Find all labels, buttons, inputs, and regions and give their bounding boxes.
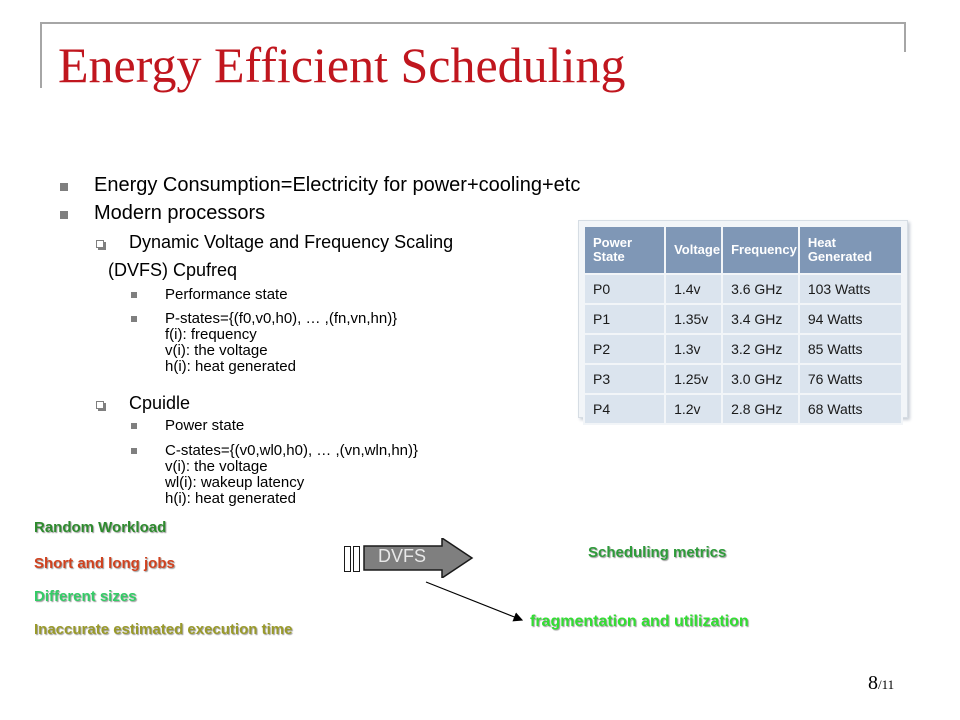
cstates-h: h(i): heat generated	[165, 490, 296, 507]
table-header-cell: Frequency	[722, 226, 799, 274]
table-cell: 94 Watts	[799, 304, 902, 334]
bullet-cpuidle: Cpuidle	[129, 393, 191, 413]
bullet-energy: Energy Consumption=Electricity for power+cooling+etc	[94, 174, 581, 196]
table-cell: P0	[584, 274, 665, 304]
table-cell: 3.6 GHz	[722, 274, 799, 304]
pstates-f: f(i): frequency	[165, 326, 257, 343]
bullet-marker	[60, 183, 68, 191]
dvfs-label: DVFS	[378, 546, 427, 566]
cstates-wl: wl(i): wakeup latency	[165, 474, 305, 491]
workload-short-long: Short and long jobs	[34, 555, 175, 572]
table-header-cell: Voltage	[665, 226, 722, 274]
table-body	[584, 274, 902, 424]
table-row	[584, 274, 902, 304]
table-cell: P1	[584, 304, 665, 334]
sub-bullet-marker	[96, 240, 104, 248]
pstates-v: v(i): the voltage	[165, 342, 268, 359]
sub-bullet-marker	[96, 401, 104, 409]
table-row	[584, 364, 902, 394]
frame-left-line	[40, 22, 42, 88]
sub-sub-bullet-marker	[131, 292, 137, 298]
sub-sub-bullet-marker	[131, 423, 137, 429]
connector-arrow	[420, 578, 530, 628]
power-state-table	[578, 220, 908, 418]
page-current: 8	[868, 672, 878, 694]
bullet-pstates: P-states={(f0,v0,h0), … ,(fn,vn,hn)}	[165, 310, 398, 327]
workload-inaccurate: Inaccurate estimated execution time	[34, 621, 293, 638]
table-cell: P3	[584, 364, 665, 394]
table-header-cell: Power State	[584, 226, 665, 274]
table-cell: 3.4 GHz	[722, 304, 799, 334]
scheduling-metrics: Scheduling metrics	[588, 544, 727, 561]
bullet-marker	[60, 211, 68, 219]
power-state-grid	[583, 225, 903, 425]
table-cell: 85 Watts	[799, 334, 902, 364]
cstates-v: v(i): the voltage	[165, 458, 268, 475]
table-cell: 3.2 GHz	[722, 334, 799, 364]
bullet-perf-state: Performance state	[165, 286, 288, 303]
bullet-power-state: Power state	[165, 417, 245, 434]
bullet-list	[58, 170, 618, 520]
table-cell: 1.2v	[665, 394, 722, 424]
table-row	[584, 304, 902, 334]
table-cell: 1.4v	[665, 274, 722, 304]
table-cell: P4	[584, 394, 665, 424]
pstates-h: h(i): heat generated	[165, 358, 296, 375]
page-total: /11	[878, 677, 895, 692]
table-cell: 68 Watts	[799, 394, 902, 424]
bullet-dvfs: Dynamic Voltage and Frequency Scaling	[129, 232, 454, 252]
fragmentation-utilization: fragmentation and utilization	[530, 613, 749, 630]
workload-sizes: Different sizes	[34, 588, 137, 605]
frame-top-line	[40, 22, 906, 24]
bullet-cstates: C-states={(v0,wl0,h0), … ,(vn,wln,hn)}	[165, 442, 419, 459]
slide-title: Energy Efficient Scheduling	[58, 37, 626, 93]
sub-sub-bullet-marker	[131, 316, 137, 322]
table-row	[584, 394, 902, 424]
table-header-row	[584, 226, 902, 274]
table-cell: 3.0 GHz	[722, 364, 799, 394]
bullet-dvfs-cont: (DVFS) Cpufreq	[108, 260, 238, 280]
table-cell: 1.35v	[665, 304, 722, 334]
sub-sub-bullet-marker	[131, 448, 137, 454]
dvfs-arrow	[344, 538, 474, 578]
table-cell: 1.25v	[665, 364, 722, 394]
bullet-modern: Modern processors	[94, 202, 266, 224]
page-number	[868, 672, 894, 695]
table-cell: 2.8 GHz	[722, 394, 799, 424]
table-cell: 103 Watts	[799, 274, 902, 304]
table-header-cell: Heat Generated	[799, 226, 902, 274]
table-cell: 76 Watts	[799, 364, 902, 394]
workload-random: Random Workload	[34, 519, 167, 536]
table-cell: 1.3v	[665, 334, 722, 364]
frame-right-line	[904, 22, 906, 52]
table-cell: P2	[584, 334, 665, 364]
table-row	[584, 334, 902, 364]
